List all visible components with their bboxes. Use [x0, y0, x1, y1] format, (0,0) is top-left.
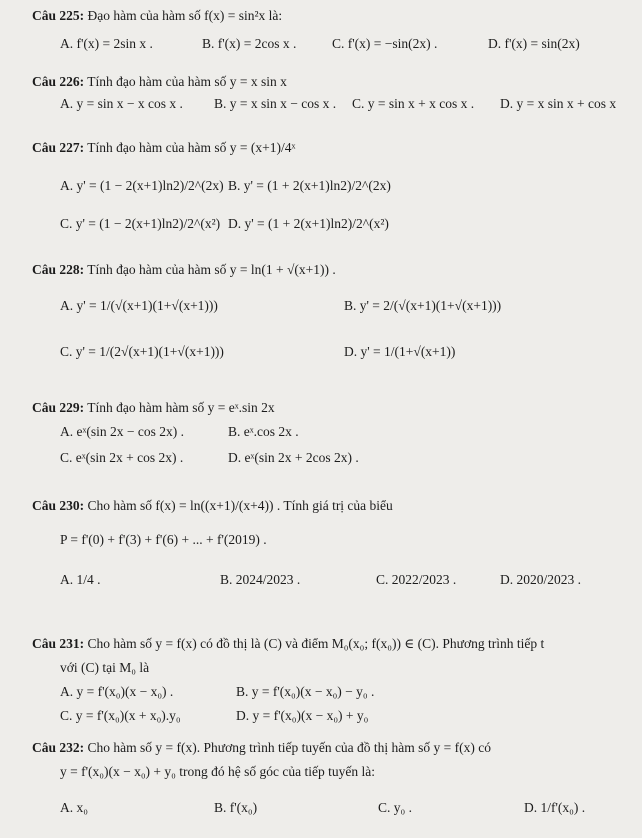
question-label: Câu 227: — [32, 140, 85, 155]
question-label: Câu 228: — [32, 262, 85, 277]
option-a: A. y = f'(x₀)(x − x₀) . — [60, 684, 174, 699]
option-b: B. y' = (1 + 2(x+1)ln2)/2^(2x) — [228, 178, 391, 193]
option-a: A. y = sin x − x cos x . — [60, 96, 183, 111]
option-c: C. y₀ . — [378, 800, 412, 815]
option-d: D. y = x sin x + cos x — [500, 96, 617, 111]
option-d: D. eˣ(sin 2x + 2cos 2x) . — [228, 450, 359, 465]
option-b: B. 2024/2023 . — [220, 572, 301, 587]
question-label: Câu 232: — [32, 740, 85, 755]
question-226 — [32, 74, 287, 90]
option-b: B. f'(x) = 2cos x . — [202, 36, 297, 51]
option-d: D. 1/f'(x₀) . — [524, 800, 586, 815]
question-stem: Tính đạo hàm của hàm số y = x sin x — [87, 74, 287, 89]
option-c: C. eˣ(sin 2x + cos 2x) . — [60, 450, 184, 465]
question-label: Câu 226: — [32, 74, 85, 89]
option-a: A. y' = 1/(√(x+1)(1+√(x+1))) — [60, 298, 218, 313]
option-d: D. 2020/2023 . — [500, 572, 581, 587]
question-230 — [32, 498, 393, 514]
option-c: C. 2022/2023 . — [376, 572, 457, 587]
question-line2: với (C) tại M₀ là — [60, 660, 150, 675]
option-a: A. f'(x) = 2sin x . — [60, 36, 153, 51]
option-c: C. y' = (1 − 2(x+1)ln2)/2^(x²) — [60, 216, 221, 231]
option-b: B. eˣ.cos 2x . — [228, 424, 299, 439]
question-line2: y = f'(x₀)(x − x₀) + y₀ trong đó hệ số góc của tiếp tuyến là: — [60, 764, 375, 779]
option-b: B. f'(x₀) — [214, 800, 258, 815]
option-b: B. y = x sin x − cos x . — [214, 96, 337, 111]
question-229 — [32, 400, 275, 416]
option-c: C. f'(x) = −sin(2x) . — [332, 36, 438, 51]
option-b: B. y = f'(x₀)(x − x₀) − y₀ . — [236, 684, 375, 699]
option-c: C. y = f'(x₀)(x + x₀).y₀ — [60, 708, 181, 723]
question-225 — [32, 8, 282, 24]
question-stem: Cho hàm số y = f(x) có đồ thị là (C) và điểm M₀(x₀; f(x₀)) ∈ (C). Phương trình tiếp t — [87, 636, 545, 651]
question-stem: Đạo hàm của hàm số f(x) = sin²x là: — [87, 8, 283, 23]
option-b: B. y' = 2/(√(x+1)(1+√(x+1))) — [344, 298, 502, 313]
question-line2: P = f'(0) + f'(3) + f'(6) + ... + f'(2019) . — [60, 532, 267, 547]
option-d: D. y = f'(x₀)(x − x₀) + y₀ — [236, 708, 369, 723]
question-label: Câu 230: — [32, 498, 85, 513]
question-label: Câu 225: — [32, 8, 85, 23]
option-a: A. y' = (1 − 2(x+1)ln2)/2^(2x) — [60, 178, 224, 193]
option-c: C. y = sin x + x cos x . — [352, 96, 475, 111]
question-227 — [32, 140, 295, 156]
question-231 — [32, 636, 544, 652]
option-d: D. y' = 1/(1+√(x+1)) — [344, 344, 456, 359]
question-stem: Cho hàm số y = f(x). Phương trình tiếp tuyến của đồ thị hàm số y = f(x) có — [87, 740, 492, 755]
option-a: A. x₀ — [60, 800, 88, 815]
question-stem: Tính đạo hàm của hàm số y = ln(1 + √(x+1)) . — [87, 262, 336, 277]
option-a: A. 1/4 . — [60, 572, 101, 587]
question-228 — [32, 262, 336, 278]
question-stem: Cho hàm số f(x) = ln((x+1)/(x+4)) . Tính giá trị của biểu — [87, 498, 393, 513]
option-a: A. eˣ(sin 2x − cos 2x) . — [60, 424, 184, 439]
option-d: D. f'(x) = sin(2x) — [488, 36, 580, 51]
question-stem: Tính đạo hàm của hàm số y = (x+1)/4ˣ — [87, 140, 296, 155]
question-label: Câu 231: — [32, 636, 85, 651]
question-232 — [32, 740, 491, 756]
option-c: C. y' = 1/(2√(x+1)(1+√(x+1))) — [60, 344, 224, 359]
option-d: D. y' = (1 + 2(x+1)ln2)/2^(x²) — [228, 216, 389, 231]
question-stem: Tính đạo hàm hàm số y = eˣ.sin 2x — [87, 400, 275, 415]
question-label: Câu 229: — [32, 400, 85, 415]
